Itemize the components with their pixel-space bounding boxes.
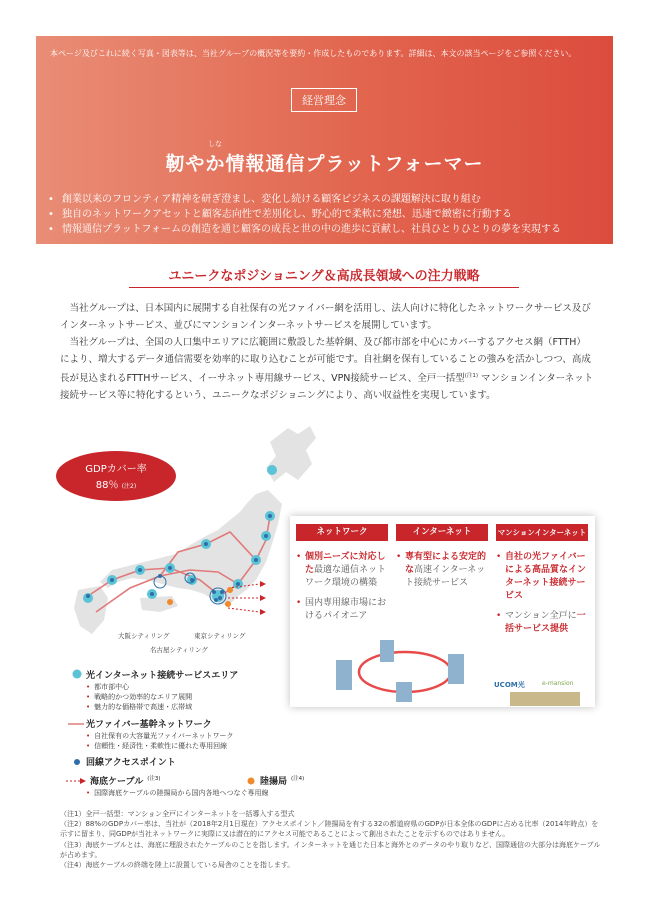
- access-point-dot: [268, 514, 272, 518]
- internet-header: インターネット: [396, 524, 488, 541]
- building-icon: [380, 640, 394, 662]
- footnote-ref: (注3): [147, 776, 161, 782]
- access-point-dot: [168, 566, 172, 570]
- footnote: （注4）海底ケーブルの終端を陸上に設置している局舎のことを指します。: [60, 861, 295, 870]
- gdp-note: (注2): [121, 483, 137, 490]
- apartment-block: [510, 692, 580, 706]
- network-illustration: [330, 638, 480, 704]
- fiber-legend-title: 光ファイバー基幹ネットワーク: [86, 720, 212, 730]
- building-icon: [448, 654, 464, 684]
- landing-station-mark: [227, 587, 233, 593]
- access-point-dot: [86, 594, 90, 598]
- plain-text: 最適な通信ネットワーク環境の構築: [305, 565, 387, 588]
- body-text: マンションインターネット接続サービス等に特化するという、ユニークなポジショニングにより、高い収益性を実現しています。: [60, 373, 594, 402]
- landing-title-text: 陸揚局: [260, 777, 288, 787]
- section-body: [60, 300, 595, 404]
- section-divider: [129, 287, 519, 288]
- body-paragraph-2: [60, 334, 595, 404]
- mansion-column: [496, 524, 588, 643]
- access-point-dot: [254, 558, 258, 562]
- plain-text: 高速インターネット接続サービス: [405, 565, 486, 588]
- mansion-list: [496, 551, 588, 636]
- apartment-illustration: [510, 690, 580, 706]
- landing-legend-icon: [247, 777, 255, 785]
- nagoya-ring-label: 名古屋シティリング: [150, 646, 208, 654]
- highlight-text: 一括サービス提供: [505, 611, 586, 634]
- building-icon: [336, 660, 352, 690]
- legend-sub-item: • 戦略的かつ効率的なエリア展開: [86, 692, 192, 702]
- access-legend-title: 回線アクセスポイント: [86, 758, 176, 768]
- network-item: [296, 551, 388, 590]
- philosophy-title: 靭やか情報通信プラットフォーマー: [165, 153, 484, 175]
- body-paragraph-1: 当社グループは、日本国内に展開する自社保有の光ファイバー網を活用し、法人向けに特化したネットワークサービス及びインターネットサービス、並びにマンションインターネットサービスを展開しています。: [60, 303, 591, 331]
- highlight-text: 自社の光ファイバーによる高品質なインターネット接続サービス: [505, 552, 587, 601]
- cable-legend-icon: [66, 778, 86, 784]
- cable-title-text: 海底ケーブル: [90, 777, 144, 787]
- arrow-head: [260, 595, 266, 601]
- philosophy-banner: [36, 36, 613, 244]
- access-point-dot: [204, 542, 208, 546]
- footnotes: [60, 809, 605, 870]
- mansion-item: [496, 610, 588, 636]
- emansion-logo: e-mansion: [542, 680, 574, 687]
- building-icon: [396, 682, 412, 702]
- highlight-text: 専有型による安定的な: [405, 552, 487, 575]
- network-column: [296, 524, 388, 630]
- legend-sub-item: • 国際海底ケーブルの陸揚局から国内各地へつなぐ専用線: [86, 788, 269, 798]
- philosophy-bullets: [48, 192, 608, 237]
- submarine-cable-arrows: [260, 581, 266, 615]
- tokyo-ring-label: 東京シティリング: [194, 632, 246, 640]
- osaka-ring-label: 大阪シティリング: [118, 632, 170, 640]
- philosophy-bullet: • 情報通信プラットフォームの創造を通じ顧客の成長と世の中の進歩に貢献し、社員ひとりひとりの夢を実現する: [48, 222, 608, 237]
- area-legend-title: 光インターネット接続サービスエリア: [86, 671, 239, 681]
- access-point-dot: [150, 592, 154, 596]
- legend-sub-item: • 自社保有の大容量光ファイバーネットワーク: [86, 731, 234, 741]
- highlight-text: 個別ニーズに対応した: [305, 552, 386, 575]
- cable-legend-title: [90, 774, 161, 787]
- footnote: （注2）88%のGDPカバー率は、当社が（2018年2月1日現在）アクセスポイント／陸揚局を有する32の都道府県のGDPが日本全体のGDPに占める比率（2014年時点）を示すに留まり、同GDPが当社ネットワークに実際に又は潜在的にアクセス可能であることによって創出されたことを示すものではありません。: [60, 820, 599, 839]
- access-point-dot: [236, 582, 240, 586]
- title-ruby: しな: [208, 140, 222, 148]
- internet-item: [396, 551, 488, 590]
- shikoku-shape: [140, 596, 178, 612]
- footnote: （注1）全戸一括型：マンション全戸にインターネットを一括導入する型式: [60, 810, 295, 818]
- body-text: 当社グループは、全国の人口集中エリアに広範囲に敷設した基幹網、及び都市部を中心にカバーするアクセス網（FTTH）により、増大するデータ通信需要を効率的に取り込むことが可能です。自社網を保有していることの強みを活かしつつ、高成長が見込まれるFTTHサービス、イーサネット専用線サービス、VPN接続サービス、全戸一括型: [60, 337, 591, 385]
- internet-column: [396, 524, 488, 597]
- legend-sub-item: • 信頼性・経済性・柔軟性に優れた専用回線: [86, 741, 227, 751]
- gdp-label: GDPカバー率: [85, 464, 147, 475]
- arrow-head: [260, 609, 266, 615]
- legend-sub-item: • 都市部中心: [86, 682, 129, 692]
- access-point-dot: [264, 534, 268, 538]
- gdp-value: 88％: [95, 480, 119, 491]
- arrow-head: [260, 581, 266, 587]
- section-title: ユニークなポジショニング＆高成長領域への注力戦略: [168, 269, 480, 284]
- access-point-dot: [138, 568, 142, 572]
- philosophy-bullet: • 独自のネットワークアセットと顧客志向性で差別化し、野心的で柔軟に発想、迅速で緻密に行動する: [48, 207, 608, 222]
- landing-station-mark: [225, 601, 231, 607]
- plain-text: マンション全戸に: [505, 611, 577, 621]
- footnote-ref: (注1): [464, 373, 478, 379]
- internet-list: [396, 551, 488, 590]
- philosophy-bullet: • 創業以来のフロンティア精神を研ぎ澄まし、変化し続ける顧客ビジネスの課題解決に取り組む: [48, 192, 608, 207]
- gdp-value-line: [56, 476, 176, 491]
- service-area-mark: [267, 465, 277, 475]
- fiber-legend-icon: [68, 722, 84, 726]
- philosophy-badge: 経営理念: [291, 88, 357, 112]
- access-legend-icon: [73, 758, 81, 766]
- ucom-logo: UCOM光: [494, 681, 525, 689]
- footnote: （注3）海底ケーブルとは、海底に埋設されたケーブルのことを指します。インターネットを通じた日本と海外とのデータのやり取りなど、国際通信の大部分は海底ケーブルが占めます。: [60, 840, 601, 859]
- gdp-coverage-badge: [56, 451, 176, 501]
- network-header: ネットワーク: [296, 524, 388, 541]
- legend-sub-item: • 魅力的な価格帯で高速・広帯域: [86, 702, 192, 712]
- mansion-header: マンションインターネット: [496, 524, 588, 541]
- network-item: • 国内専用線市場におけるパイオニア: [296, 597, 388, 623]
- access-point-dot: [218, 596, 222, 600]
- submarine-cable-line: [228, 608, 260, 612]
- footnote-ref: (注4): [291, 776, 305, 782]
- area-legend-icon: [72, 669, 82, 679]
- access-point-dot: [214, 598, 218, 602]
- landing-station-mark: [167, 599, 173, 605]
- service-panel: [290, 516, 595, 707]
- access-point-dot: [110, 578, 114, 582]
- network-list: [296, 551, 388, 623]
- mansion-item: [496, 551, 588, 603]
- landing-legend-title: [260, 774, 304, 787]
- disclaimer-note: 本ページ及びこれに続く写真・図表等は、当社グループの概況等を要約・作成したものであります。詳細は、本文の該当ページをご参照ください。: [50, 49, 577, 58]
